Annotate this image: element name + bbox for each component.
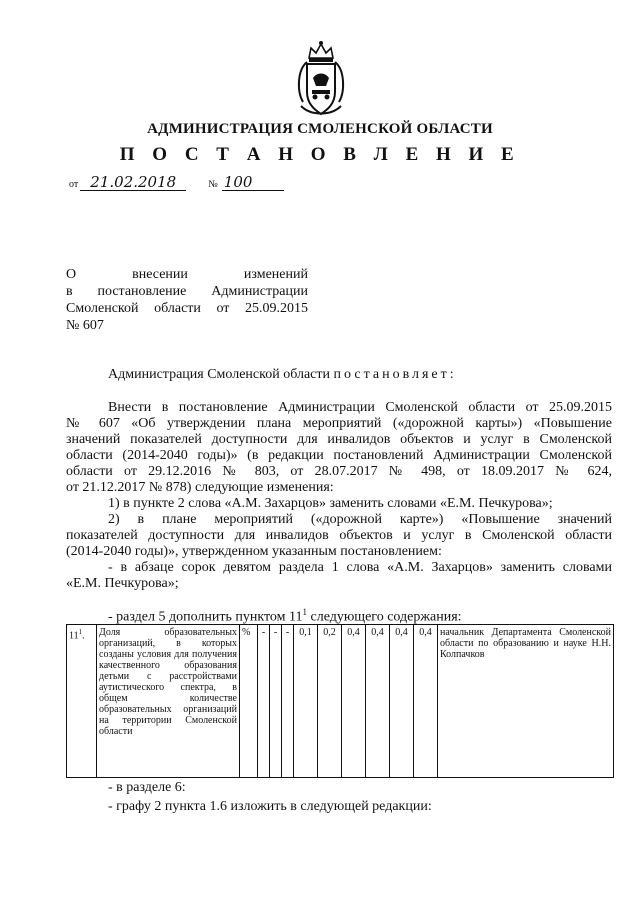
subject-line: О внесении изменений xyxy=(66,267,308,282)
body-line: области от 29.12.2016 № 803, от 28.07.2017 № 498, от 18.09.2017 № 624, xyxy=(66,464,612,479)
body-line: 2) в плане мероприятий («дорожной карте») «Повышение значений xyxy=(108,512,612,527)
subject-line: № 607 xyxy=(66,318,104,333)
decree-line xyxy=(66,367,612,383)
body-line: - графу 2 пункта 1.6 изложить в следующей редакции: xyxy=(108,799,432,814)
coat-of-arms-emblem xyxy=(293,40,349,122)
date-label: от xyxy=(69,179,79,190)
date-value: 21.02.2018 xyxy=(80,174,186,191)
value-cell: - xyxy=(258,625,270,778)
indicator-cell: Доля образовательных организаций, в которых созданы условия для получения качественного образования детьми с расстройствами аутистического спектра, в общем количестве образовательных организаций на территории Смоленской области xyxy=(97,625,240,778)
body-line: - в разделе 6: xyxy=(108,780,186,795)
value-cell: 0,2 xyxy=(318,625,342,778)
responsible-cell: начальник Департамента Смоленской области по образованию и науке Н.Н. Колпачков xyxy=(438,625,614,778)
body-line: № 607 «Об утверждении плана мероприятий («дорожной карты») «Повышение xyxy=(66,416,612,431)
decree-prefix: Администрация Смоленской области xyxy=(108,367,331,382)
value-cell: - xyxy=(270,625,282,778)
number-label: № xyxy=(208,179,218,190)
date-number-line xyxy=(66,174,284,191)
value-cell: 0,4 xyxy=(342,625,366,778)
decree-verb: постановляет: xyxy=(333,367,457,382)
after-table-lines xyxy=(66,780,612,815)
subject-block xyxy=(66,266,308,334)
table-row xyxy=(67,625,614,778)
body-line: показателей доступности для инвалидов объектов и услуг в Смоленской области xyxy=(66,528,612,543)
value-cell: - xyxy=(282,625,294,778)
unit-cell: % xyxy=(240,625,258,778)
organization-name: АДМИНИСТРАЦИЯ СМОЛЕНСКОЙ ОБЛАСТИ xyxy=(147,121,493,137)
body-line: - в абзаце сорок девятом раздела 1 слова «А.М. Захарцов» заменить словами xyxy=(108,560,612,575)
row-number-cell: $11^1$. xyxy=(67,625,97,778)
body-line: от 21.12.2017 № 878) следующие изменения: xyxy=(66,480,334,495)
section5-sup: 1 xyxy=(302,607,307,617)
subject-line: Смоленской области от 25.09.2015 xyxy=(66,301,308,316)
body-paragraphs xyxy=(66,400,612,592)
section5-line xyxy=(66,604,612,626)
body-line: Внести в постановление Администрации Смоленской области от 25.09.2015 xyxy=(108,400,612,415)
body-line: 1) в пункте 2 слова «А.М. Захарцов» заменить словами «Е.М. Печкурова»; xyxy=(108,496,553,511)
body-line: (2014-2040 годы)», утвержденном указанным постановлением: xyxy=(66,544,442,559)
plan-table xyxy=(66,624,614,778)
value-cell: 0,1 xyxy=(294,625,318,778)
subject-line: в постановление Администрации xyxy=(66,284,308,299)
section5-text: - раздел 5 дополнить пунктом 11 xyxy=(108,609,303,625)
body-line: области (2014-2040 годы)» (в редакции постановлений Администрации Смоленской xyxy=(66,448,612,463)
body-line: значений показателей доступности для инвалидов объектов и услуг в Смоленской xyxy=(66,432,612,447)
section5-text-after: следующего содержания: xyxy=(307,609,462,625)
value-cell: 0,4 xyxy=(390,625,414,778)
body-line: «Е.М. Печкурова»; xyxy=(66,576,179,591)
document-type-title: П О С Т А Н О В Л Е Н И Е xyxy=(119,144,521,165)
value-cell: 0,4 xyxy=(366,625,390,778)
number-value: 100 xyxy=(222,174,284,191)
value-cell: 0,4 xyxy=(414,625,438,778)
